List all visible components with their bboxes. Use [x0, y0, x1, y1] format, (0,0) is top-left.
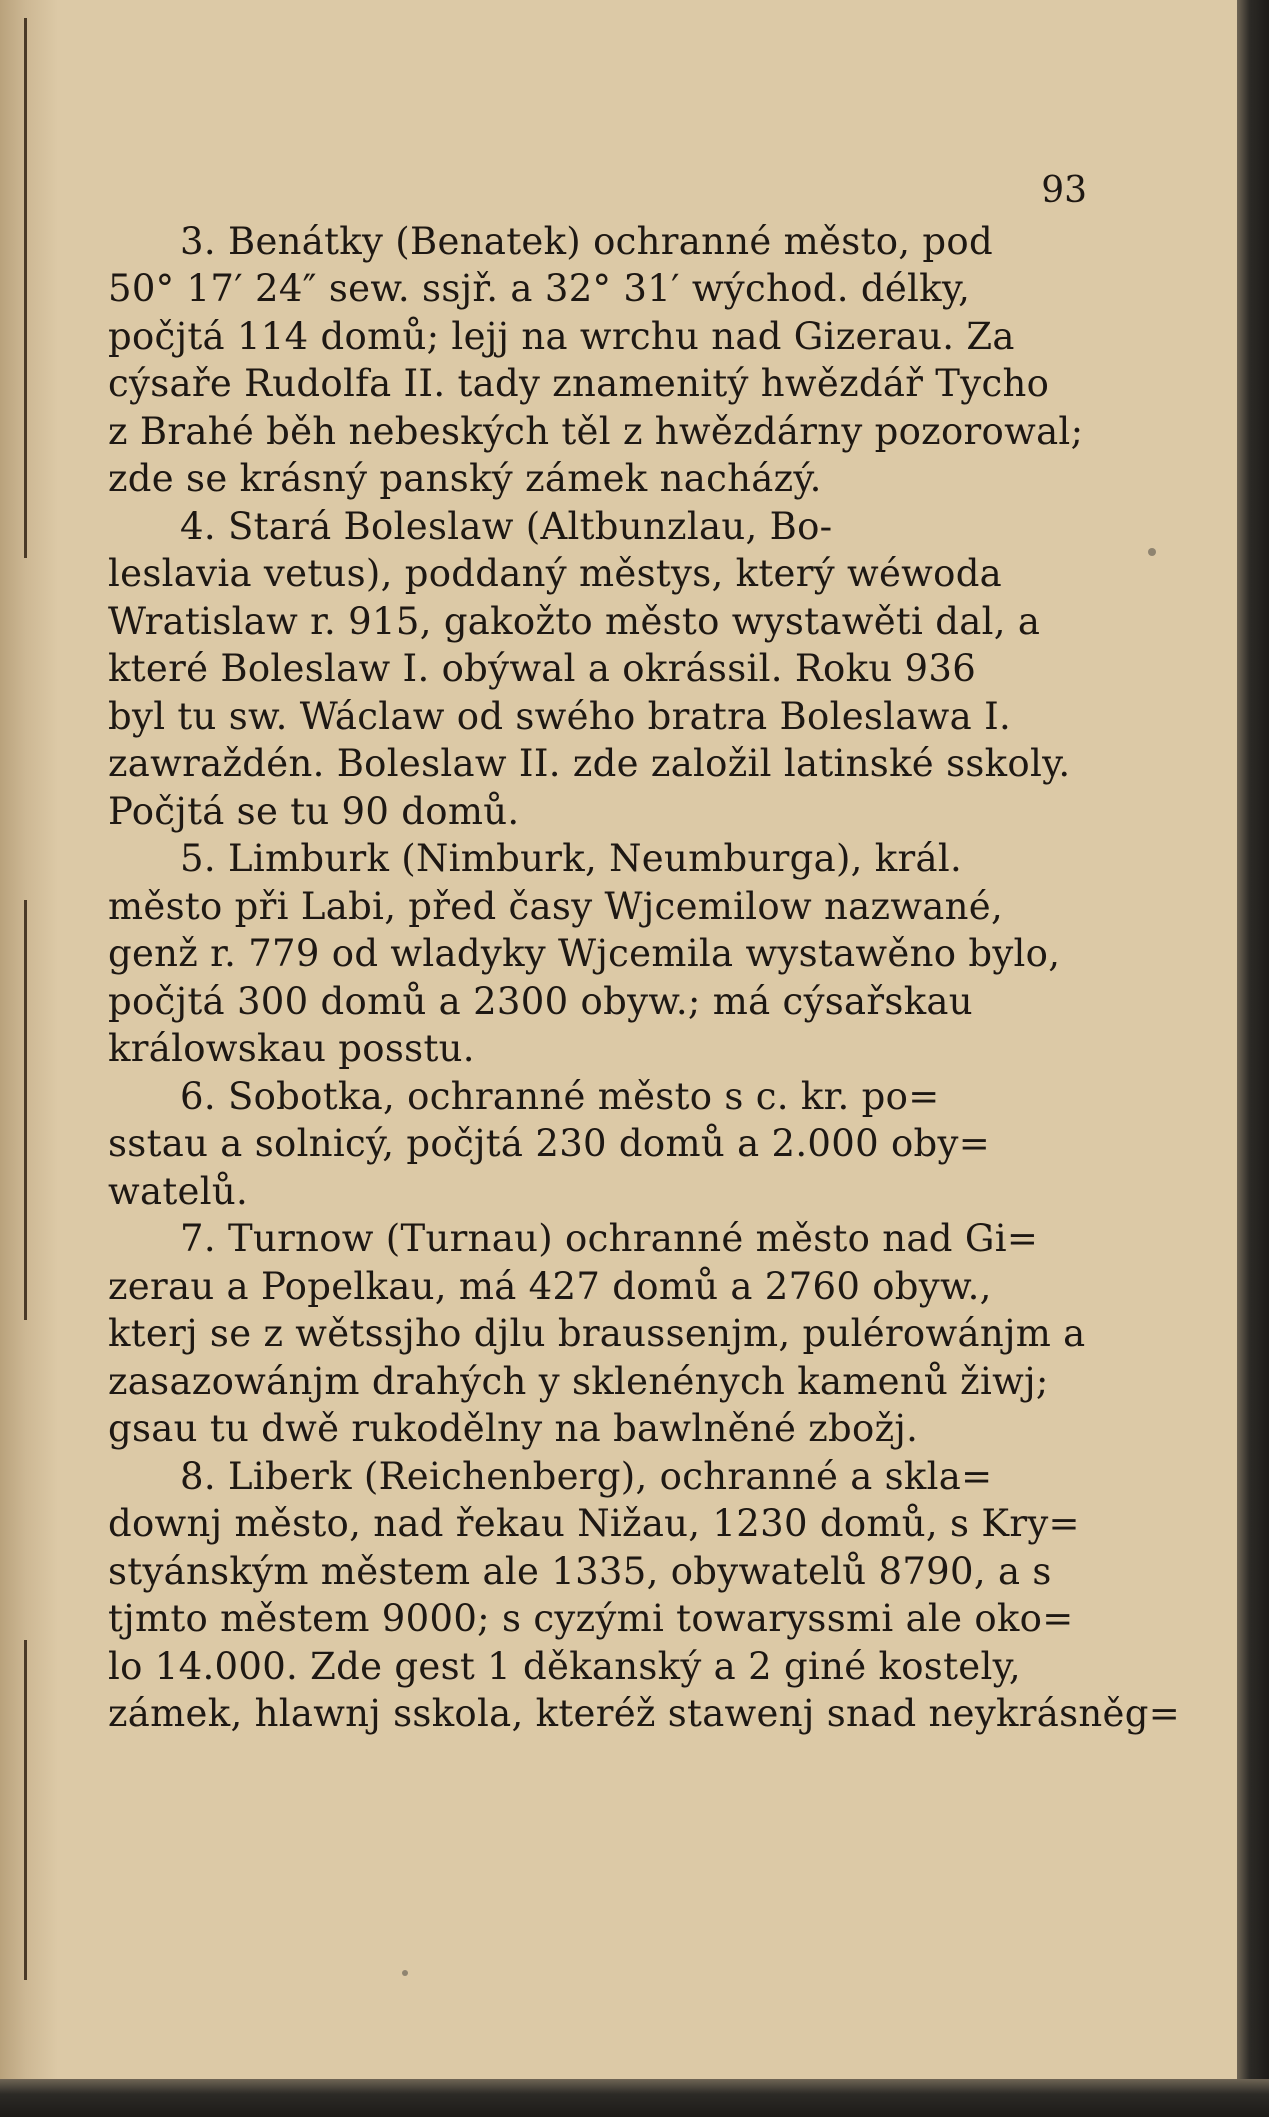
text-line: sstau a solnicý, počjtá 230 domů a 2.000 oby=: [108, 1122, 991, 1165]
paragraph: [108, 835, 1078, 1073]
text-line: gsau tu dwě rukodělny na bawlněné zbožj.: [108, 1407, 919, 1450]
text-line: 4. Stará Boleslaw (Altbunzlau, Bo-: [180, 504, 833, 548]
scan-edge-bottom: [0, 2079, 1269, 2117]
paper-speck: [1148, 548, 1156, 556]
text-line: downj město, nad řekau Nižau, 1230 domů, s Kry=: [108, 1502, 1080, 1545]
text-line: zerau a Popelkau, má 427 domů a 2760 obyw.,: [108, 1264, 992, 1308]
text-line: Wratislaw r. 915, gakožto město wystawěti dal, a: [108, 599, 1041, 643]
text-line: zawraždén. Boleslaw II. zde založil latinské sskoly.: [108, 742, 1071, 785]
scan-edge-right: [1237, 0, 1269, 2117]
body-text: [108, 170, 1181, 1738]
text-line: 5. Limburk (Nimburk, Neumburga), král.: [180, 837, 963, 880]
text-line: králowskau posstu.: [108, 1027, 475, 1070]
paper-speck: [402, 1970, 408, 1976]
gutter-shadow-line: [24, 900, 27, 1320]
text-line: 7. Turnow (Turnau) ochranné město nad Gi=: [180, 1217, 1039, 1260]
text-line: 50° 17′ 24″ sew. ssjř. a 32° 31′ wýchod. délky,: [108, 267, 971, 310]
text-line: Počjtá se tu 90 domů.: [108, 789, 520, 833]
binding-gutter: [0, 0, 58, 2117]
text-line: tjmto městem 9000; s cyzými towaryssmi ale oko=: [108, 1597, 1074, 1640]
text-line: město při Labi, před časy Wjcemilow nazwané,: [108, 884, 1004, 928]
text-line: leslavia vetus), poddaný městys, který wéwoda: [108, 552, 1003, 595]
text-line: byl tu sw. Wáclaw od swého bratra Boleslawa I.: [108, 694, 1012, 738]
text-line: lo 14.000. Zde gest 1 děkanský a 2 giné kostely,: [108, 1644, 1021, 1688]
paragraph: [108, 1073, 1078, 1216]
text-line: z Brahé běh nebeských těl z hwězdárny pozorowal;: [108, 409, 1084, 453]
gutter-shadow-line: [24, 1640, 27, 1980]
paragraph: [108, 218, 1084, 503]
text-line: 6. Sobotka, ochranné město s c. kr. po=: [180, 1074, 940, 1118]
text-line: počjtá 300 domů a 2300 obyw.; má cýsařskau: [108, 979, 973, 1023]
text-line: které Boleslaw I. obýwal a okrássil. Roku 936: [108, 647, 977, 690]
paragraph: [108, 503, 1078, 836]
text-line: styánským městem ale 1335, obywatelů 8790, a s: [108, 1549, 1052, 1593]
text-line: genž r. 779 od wladyky Wjcemila wystawěno bylo,: [108, 932, 1061, 975]
text-line: zámek, hlawnj sskola, kteréž stawenj snad neykrásněg=: [108, 1692, 1181, 1735]
text-line: 3. Benátky (Benatek) ochranné město, pod: [180, 219, 993, 263]
text-line: počjtá 114 domů; lejj na wrchu nad Gizerau. Za: [108, 314, 1015, 358]
page-number: 93: [1041, 170, 1087, 211]
paragraph: [108, 1453, 1181, 1738]
text-line: watelů.: [108, 1169, 249, 1213]
paragraph: [108, 1215, 1086, 1453]
text-line: cýsaře Rudolfa II. tady znamenitý hwězdář Tycho: [108, 362, 1050, 405]
text-line: zde se krásný panský zámek nacházý.: [108, 457, 822, 500]
text-line: zasazowánjm drahých y sklenénych kamenů žiwj;: [108, 1359, 1049, 1403]
text-line: 8. Liberk (Reichenberg), ochranné a skla=: [180, 1454, 993, 1498]
gutter-shadow-line: [24, 18, 27, 558]
text-line: kterj se z wětssjho djlu braussenjm, pulérowánjm a: [108, 1312, 1086, 1355]
